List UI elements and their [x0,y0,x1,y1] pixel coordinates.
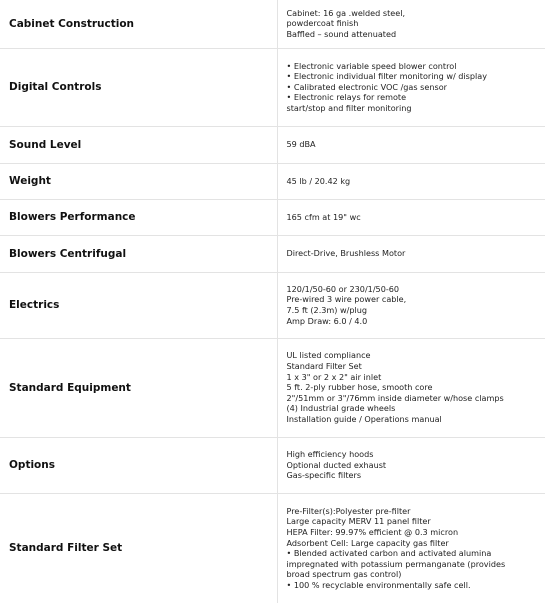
spec-label: Sound Level [0,126,277,163]
spec-value-line: • 100 % recyclable environmentally safe cell. [286,580,471,591]
spec-row-blowers-centrifugal [0,235,545,272]
spec-value-line: Optional ducted exhaust [286,459,387,470]
spec-value-line: UL listed compliance [286,350,371,361]
spec-label: Weight [0,163,277,199]
spec-value [277,199,545,235]
spec-value-line: Cabinet: 16 ga .welded steel, [286,7,406,18]
spec-value [277,235,545,272]
spec-label: Digital Controls [0,48,277,126]
spec-value [277,0,545,48]
spec-value-line: Baffled – sound attenuated [286,29,397,40]
spec-row-blowers-performance [0,199,545,235]
spec-value-line: HEPA Filter: 99.97% efficient @ 0.3 micron [286,527,459,538]
spec-value-line: Installation guide / Operations manual [286,413,442,424]
spec-value-line: 7.5 ft (2.3m) w/plug [286,305,368,315]
spec-value [277,126,545,163]
spec-value-line: 5 ft. 2-ply rubber hose, smooth core [286,382,433,393]
spec-label: Blowers Centrifugal [0,235,277,272]
spec-value-line: Gas-specific filters [286,470,362,481]
spec-row-weight [0,163,545,199]
spec-label: Options [0,437,277,493]
spec-value [277,48,545,126]
spec-value-line: broad spectrum gas control) [286,569,402,580]
spec-value-line: Adsorbent Cell: Large capacity gas filter [286,537,449,548]
spec-value-line: 45 lb / 20.42 kg [286,175,351,186]
spec-value-line: • Electronic individual filter monitoring w/ display [286,71,487,82]
spec-value-line: Pre-wired 3 wire power cable, [286,294,407,305]
spec-value [277,338,545,437]
spec-label: Electrics [0,272,277,338]
spec-value [277,493,545,603]
spec-value-line: 120/1/50-60 or 230/1/50-60 [286,283,400,294]
spec-value-line: • Electronic relays for remote [286,92,407,103]
spec-value-line: • Calibrated electronic VOC /gas sensor [286,81,448,92]
spec-value-line: start/stop and filter monitoring [286,102,412,113]
spec-value-line: 1 x 3" or 2 x 2" air inlet [286,371,382,382]
spec-value [277,163,545,199]
spec-label: Standard Equipment [0,338,277,437]
spec-row-standard-equipment [0,338,545,437]
spec-value-line: Large capacity MERV 11 panel filter [286,516,431,527]
spec-value [277,437,545,493]
spec-row-options [0,437,545,493]
spec-label: Blowers Performance [0,199,277,235]
spec-value-line: • Electronic variable speed blower control [286,60,457,71]
spec-value-line: Amp Draw: 6.0 / 4.0 [286,315,368,326]
spec-value-line: 165 cfm at 19" wc [286,211,361,222]
spec-value-line: Direct-Drive, Brushless Motor [286,248,406,259]
spec-value-line: 2"/51mm or 3"/76mm inside diameter w/hose clamps [286,392,504,403]
spec-row-electrics [0,272,545,338]
spec-row-standard-filter-set [0,493,545,603]
spec-label: Cabinet Construction [0,0,277,48]
spec-value-line: Pre-Filter(s):Polyester pre-filter [286,505,411,516]
spec-value [277,272,545,338]
spec-value-line: impregnated with potassium permanganate (provides [286,558,506,569]
spec-value-line: • Blended activated carbon and activated alumina [286,548,492,559]
spec-value-line: (4) Industrial grade wheels [286,403,396,414]
spec-value-line: 59 dBA [286,139,316,150]
spec-label: Standard Filter Set [0,493,277,603]
spec-row-cabinet-construction [0,0,545,48]
spec-row-sound-level [0,126,545,163]
spec-value-line: powdercoat finish [286,18,359,29]
spec-value-line: Standard Filter Set [286,361,362,372]
spec-row-digital-controls [0,48,545,126]
spec-value-line: High efficiency hoods [286,449,374,460]
